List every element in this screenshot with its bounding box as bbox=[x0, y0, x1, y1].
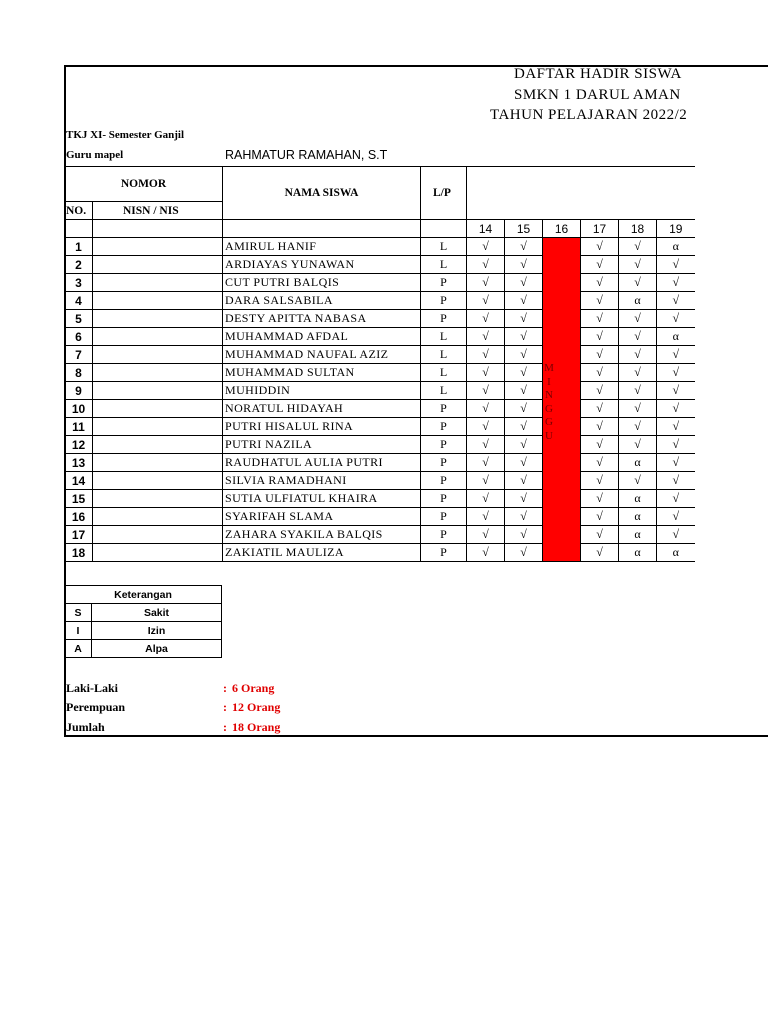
attendance-mark: √ bbox=[467, 238, 505, 256]
student-row bbox=[65, 400, 695, 418]
student-gender: P bbox=[421, 490, 467, 508]
student-row bbox=[65, 364, 695, 382]
attendance-mark: √ bbox=[619, 418, 657, 436]
teacher-name: RAHMATUR RAMAHAN, S.T bbox=[225, 148, 388, 162]
nisn-cell bbox=[93, 310, 223, 328]
student-row bbox=[65, 238, 695, 256]
row-number: 15 bbox=[65, 490, 93, 508]
nisn-cell bbox=[93, 490, 223, 508]
nisn-cell bbox=[93, 454, 223, 472]
attendance-mark: √ bbox=[581, 238, 619, 256]
row-number: 5 bbox=[65, 310, 93, 328]
student-gender: L bbox=[421, 346, 467, 364]
attendance-mark: α bbox=[619, 544, 657, 562]
attendance-mark: α bbox=[619, 292, 657, 310]
nisn-cell bbox=[93, 526, 223, 544]
attendance-mark: √ bbox=[619, 328, 657, 346]
attendance-mark: √ bbox=[467, 256, 505, 274]
teacher-label: Guru mapel bbox=[66, 149, 124, 161]
attendance-mark: √ bbox=[505, 292, 543, 310]
attendance-mark: √ bbox=[581, 346, 619, 364]
student-row bbox=[65, 454, 695, 472]
attendance-mark: √ bbox=[467, 508, 505, 526]
nisn-cell bbox=[93, 364, 223, 382]
attendance-mark: √ bbox=[505, 310, 543, 328]
legend-table bbox=[64, 585, 222, 658]
attendance-mark: √ bbox=[505, 382, 543, 400]
attendance-mark: √ bbox=[581, 382, 619, 400]
nisn-cell bbox=[93, 400, 223, 418]
nisn-cell bbox=[93, 328, 223, 346]
summary-male-label: Laki-Laki bbox=[66, 681, 119, 695]
attendance-mark: √ bbox=[581, 544, 619, 562]
header-nama-siswa: NAMA SISWA bbox=[223, 167, 421, 220]
row-number: 13 bbox=[65, 454, 93, 472]
row-number: 14 bbox=[65, 472, 93, 490]
student-name: AMIRUL HANIF bbox=[223, 238, 421, 256]
student-gender: P bbox=[421, 508, 467, 526]
attendance-mark: √ bbox=[581, 418, 619, 436]
date-14: 14 bbox=[467, 220, 505, 238]
attendance-mark: √ bbox=[581, 400, 619, 418]
student-name: ZAKIATIL MAULIZA bbox=[223, 544, 421, 562]
academic-year: TAHUN PELAJARAN 2022/2 bbox=[490, 107, 688, 123]
student-name: MUHAMMAD SULTAN bbox=[223, 364, 421, 382]
attendance-mark: √ bbox=[467, 274, 505, 292]
student-name: CUT PUTRI BALQIS bbox=[223, 274, 421, 292]
attendance-mark: √ bbox=[467, 454, 505, 472]
student-gender: P bbox=[421, 292, 467, 310]
legend-label: Sakit bbox=[92, 604, 222, 622]
student-gender: L bbox=[421, 328, 467, 346]
student-name: MUHAMMAD AFDAL bbox=[223, 328, 421, 346]
nisn-cell bbox=[93, 274, 223, 292]
header-no: NO. bbox=[65, 202, 93, 220]
summary-female-label: Perempuan bbox=[66, 700, 126, 714]
attendance-mark: √ bbox=[581, 526, 619, 544]
row-number: 17 bbox=[65, 526, 93, 544]
nisn-cell bbox=[93, 472, 223, 490]
attendance-mark: √ bbox=[657, 472, 695, 490]
attendance-mark: √ bbox=[581, 472, 619, 490]
nisn-cell bbox=[93, 238, 223, 256]
student-name: RAUDHATUL AULIA PUTRI bbox=[223, 454, 421, 472]
legend-code: A bbox=[65, 640, 92, 658]
student-row bbox=[65, 508, 695, 526]
student-name: SUTIA ULFIATUL KHAIRA bbox=[223, 490, 421, 508]
student-row bbox=[65, 274, 695, 292]
attendance-mark: √ bbox=[505, 418, 543, 436]
summary-male-value: 6 Orang bbox=[232, 681, 275, 695]
attendance-mark: √ bbox=[467, 310, 505, 328]
attendance-mark: √ bbox=[657, 454, 695, 472]
row-number: 2 bbox=[65, 256, 93, 274]
attendance-mark: √ bbox=[657, 490, 695, 508]
date-row bbox=[65, 220, 695, 238]
attendance-mark: √ bbox=[505, 400, 543, 418]
student-gender: P bbox=[421, 544, 467, 562]
date-17: 17 bbox=[581, 220, 619, 238]
attendance-mark: √ bbox=[505, 472, 543, 490]
attendance-mark: √ bbox=[467, 382, 505, 400]
holiday-label-minggu bbox=[542, 362, 556, 443]
attendance-table bbox=[64, 166, 695, 562]
attendance-mark: √ bbox=[581, 490, 619, 508]
header-nomor: NOMOR bbox=[65, 167, 223, 202]
holiday-letter: N bbox=[545, 389, 553, 401]
holiday-letter: G bbox=[545, 402, 553, 415]
attendance-mark: √ bbox=[505, 364, 543, 382]
attendance-mark: √ bbox=[657, 292, 695, 310]
student-name: DARA SALSABILA bbox=[223, 292, 421, 310]
header-nisn: NISN / NIS bbox=[93, 202, 223, 220]
summary-total-label: Jumlah bbox=[66, 720, 105, 734]
attendance-mark: √ bbox=[467, 418, 505, 436]
student-name: PUTRI NAZILA bbox=[223, 436, 421, 454]
holiday-letter: M bbox=[544, 362, 554, 374]
legend-label: Izin bbox=[92, 622, 222, 640]
attendance-mark: α bbox=[619, 508, 657, 526]
summary-female-value: 12 Orang bbox=[232, 700, 281, 714]
attendance-mark: √ bbox=[581, 364, 619, 382]
attendance-mark: √ bbox=[505, 346, 543, 364]
row-number: 3 bbox=[65, 274, 93, 292]
row-number: 12 bbox=[65, 436, 93, 454]
attendance-mark: √ bbox=[657, 508, 695, 526]
attendance-mark: √ bbox=[581, 508, 619, 526]
sheet-title: DAFTAR HADIR SISWA bbox=[514, 66, 682, 82]
attendance-mark: √ bbox=[657, 526, 695, 544]
legend-title: Keterangan bbox=[65, 586, 222, 604]
student-row bbox=[65, 418, 695, 436]
summary-total-value: 18 Orang bbox=[232, 720, 281, 734]
header-dates-area bbox=[467, 167, 695, 220]
attendance-mark: √ bbox=[467, 400, 505, 418]
student-name: SILVIA RAMADHANI bbox=[223, 472, 421, 490]
attendance-mark: √ bbox=[619, 274, 657, 292]
summary-male-sep: : bbox=[223, 681, 227, 695]
attendance-mark: √ bbox=[467, 328, 505, 346]
row-number: 6 bbox=[65, 328, 93, 346]
holiday-letter: G bbox=[545, 416, 553, 428]
attendance-mark: √ bbox=[657, 274, 695, 292]
row-number: 7 bbox=[65, 346, 93, 364]
student-gender: L bbox=[421, 364, 467, 382]
school-name: SMKN 1 DARUL AMAN bbox=[514, 87, 681, 103]
attendance-mark: √ bbox=[657, 382, 695, 400]
attendance-mark: √ bbox=[619, 256, 657, 274]
attendance-mark: √ bbox=[467, 490, 505, 508]
attendance-mark: α bbox=[619, 454, 657, 472]
attendance-mark: √ bbox=[581, 256, 619, 274]
student-name: PUTRI HISALUL RINA bbox=[223, 418, 421, 436]
attendance-mark: √ bbox=[505, 238, 543, 256]
attendance-mark: α bbox=[657, 238, 695, 256]
attendance-mark: √ bbox=[467, 292, 505, 310]
student-row bbox=[65, 256, 695, 274]
row-number: 4 bbox=[65, 292, 93, 310]
student-gender: L bbox=[421, 382, 467, 400]
nisn-cell bbox=[93, 256, 223, 274]
attendance-mark: √ bbox=[619, 364, 657, 382]
legend-code: S bbox=[65, 604, 92, 622]
attendance-mark: √ bbox=[581, 292, 619, 310]
attendance-mark: √ bbox=[619, 436, 657, 454]
attendance-mark: √ bbox=[657, 436, 695, 454]
attendance-mark: √ bbox=[505, 328, 543, 346]
attendance-mark: √ bbox=[619, 472, 657, 490]
nisn-cell bbox=[93, 346, 223, 364]
attendance-mark: √ bbox=[619, 310, 657, 328]
date-19: 19 bbox=[657, 220, 695, 238]
attendance-mark: √ bbox=[581, 328, 619, 346]
student-gender: P bbox=[421, 274, 467, 292]
legend-code: I bbox=[65, 622, 92, 640]
attendance-mark: √ bbox=[505, 274, 543, 292]
attendance-mark: √ bbox=[505, 490, 543, 508]
attendance-mark: √ bbox=[467, 472, 505, 490]
student-name: ARDIAYAS YUNAWAN bbox=[223, 256, 421, 274]
nisn-cell bbox=[93, 418, 223, 436]
row-number: 10 bbox=[65, 400, 93, 418]
student-row bbox=[65, 472, 695, 490]
attendance-mark: √ bbox=[619, 400, 657, 418]
legend-label: Alpa bbox=[92, 640, 222, 658]
attendance-mark: √ bbox=[619, 346, 657, 364]
student-row bbox=[65, 544, 695, 562]
student-gender: L bbox=[421, 256, 467, 274]
summary-total-sep: : bbox=[223, 720, 227, 734]
attendance-mark: √ bbox=[657, 346, 695, 364]
holiday-letter: U bbox=[545, 429, 553, 442]
row-number: 1 bbox=[65, 238, 93, 256]
attendance-mark: √ bbox=[467, 526, 505, 544]
nisn-cell bbox=[93, 292, 223, 310]
attendance-mark: √ bbox=[505, 256, 543, 274]
attendance-mark: √ bbox=[581, 274, 619, 292]
student-gender: P bbox=[421, 526, 467, 544]
student-row bbox=[65, 310, 695, 328]
header-lp: L/P bbox=[421, 167, 467, 220]
student-name: MUHAMMAD NAUFAL AZIZ bbox=[223, 346, 421, 364]
attendance-mark: √ bbox=[657, 418, 695, 436]
attendance-mark: α bbox=[657, 328, 695, 346]
row-number: 18 bbox=[65, 544, 93, 562]
nisn-cell bbox=[93, 382, 223, 400]
attendance-mark: √ bbox=[467, 364, 505, 382]
header-row-1 bbox=[65, 167, 695, 202]
attendance-mark: √ bbox=[467, 346, 505, 364]
attendance-mark: √ bbox=[467, 544, 505, 562]
student-name: ZAHARA SYAKILA BALQIS bbox=[223, 526, 421, 544]
attendance-mark: √ bbox=[657, 256, 695, 274]
attendance-mark: √ bbox=[505, 508, 543, 526]
student-name: SYARIFAH SLAMA bbox=[223, 508, 421, 526]
date-16: 16 bbox=[543, 220, 581, 238]
attendance-mark: α bbox=[619, 490, 657, 508]
attendance-mark: √ bbox=[505, 544, 543, 562]
row-number: 8 bbox=[65, 364, 93, 382]
holiday-letter: I bbox=[547, 375, 551, 388]
attendance-mark: α bbox=[657, 544, 695, 562]
class-semester: TKJ XI- Semester Ganjil bbox=[66, 129, 185, 141]
row-number: 16 bbox=[65, 508, 93, 526]
attendance-mark: √ bbox=[505, 526, 543, 544]
student-gender: L bbox=[421, 238, 467, 256]
attendance-mark: √ bbox=[581, 454, 619, 472]
student-gender: P bbox=[421, 454, 467, 472]
attendance-mark: √ bbox=[619, 382, 657, 400]
attendance-mark: √ bbox=[657, 400, 695, 418]
attendance-mark: √ bbox=[505, 436, 543, 454]
student-row bbox=[65, 346, 695, 364]
attendance-mark: √ bbox=[467, 436, 505, 454]
student-row bbox=[65, 382, 695, 400]
attendance-mark: √ bbox=[619, 238, 657, 256]
student-row bbox=[65, 436, 695, 454]
student-row bbox=[65, 292, 695, 310]
student-gender: P bbox=[421, 310, 467, 328]
student-gender: P bbox=[421, 436, 467, 454]
student-name: MUHIDDIN bbox=[223, 382, 421, 400]
attendance-mark: √ bbox=[581, 310, 619, 328]
student-row bbox=[65, 490, 695, 508]
nisn-cell bbox=[93, 436, 223, 454]
student-name: DESTY APITTA NABASA bbox=[223, 310, 421, 328]
student-row bbox=[65, 526, 695, 544]
student-gender: P bbox=[421, 400, 467, 418]
summary-female-sep: : bbox=[223, 700, 227, 714]
student-name: NORATUL HIDAYAH bbox=[223, 400, 421, 418]
attendance-mark: √ bbox=[657, 310, 695, 328]
date-15: 15 bbox=[505, 220, 543, 238]
student-gender: P bbox=[421, 472, 467, 490]
row-number: 9 bbox=[65, 382, 93, 400]
attendance-mark: √ bbox=[505, 454, 543, 472]
student-row bbox=[65, 328, 695, 346]
student-gender: P bbox=[421, 418, 467, 436]
attendance-mark: √ bbox=[657, 364, 695, 382]
date-18: 18 bbox=[619, 220, 657, 238]
nisn-cell bbox=[93, 544, 223, 562]
row-number: 11 bbox=[65, 418, 93, 436]
attendance-mark: √ bbox=[581, 436, 619, 454]
nisn-cell bbox=[93, 508, 223, 526]
attendance-mark: α bbox=[619, 526, 657, 544]
